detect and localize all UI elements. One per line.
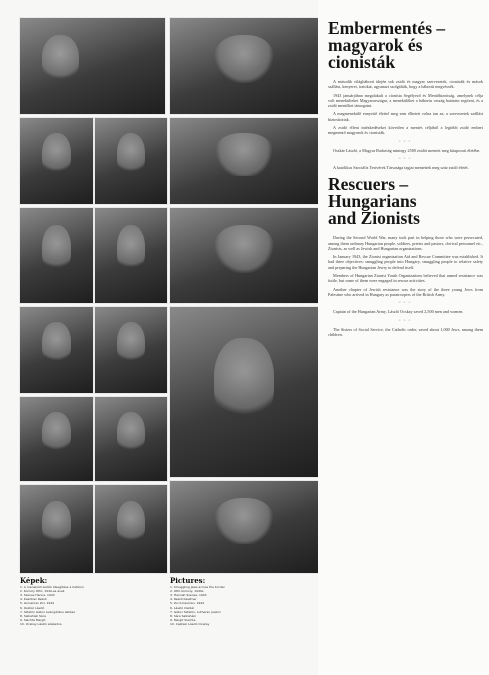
title-hu-line1: Embermentés –	[328, 18, 446, 38]
title-hu-line2: magyarok és cionisták	[328, 35, 423, 72]
photo-portrait-young-man-2	[95, 118, 167, 204]
hu-paragraph: A katolikus Szociális Testvérek Társasága tagjai mentettek meg száz zsidó életét.	[333, 164, 469, 170]
captions-heading-en: Pictures:	[170, 576, 206, 585]
photo-portrait-young-man-1	[20, 118, 93, 204]
title-en-line2: and Zionists	[328, 208, 420, 229]
caption-item: 9. Margit Slachta	[170, 617, 196, 622]
caption-item: 3. Hannah Szenes, 1943	[170, 593, 207, 598]
hu-paragraph: A zsidó elleni intézkedéseket követően a mentés céljából a legtöbb zsidó embert megmentő magyarok és cionisták.	[328, 125, 483, 136]
caption-item: 4. Kasztner Rezső	[20, 597, 47, 602]
photo-portrait-woman-hat	[20, 485, 93, 573]
photo-officers	[170, 481, 318, 573]
photo-portrait-man-uniform	[95, 208, 167, 303]
caption-item: 3. Szenes Hanna, 1943	[20, 593, 55, 598]
captions-hungarian	[20, 576, 170, 626]
photo-portrait-elderly-man	[95, 307, 167, 393]
captions-english	[170, 576, 320, 626]
photo-portrait-man-dark	[95, 485, 167, 573]
photo-portrait-woman	[95, 397, 167, 481]
text-column	[318, 0, 489, 675]
hu-paragraph: A megmenekülő ennyeitő élettel meg sem élhetett volna tan az, a szervezetek szállást biztosítottak.	[328, 111, 483, 122]
photo-man-with-child	[170, 307, 318, 477]
photo-woman-standing	[170, 118, 318, 204]
title-english	[328, 176, 483, 227]
caption-item: 9. Slachta Margit	[20, 617, 46, 622]
hu-paragraph: Oszkár László, a Magyar Radarság mintegy 2500 zsidót mentett meg kitaposott életébe.	[333, 147, 481, 153]
photo-portrait-man-glasses	[20, 307, 93, 393]
picture-captions	[0, 575, 320, 675]
en-paragraph: The Sisters of Social Service, the Catholic order, saved about 1,000 Jews, among them children.	[328, 326, 483, 337]
en-paragraph: Another chapter of Jewish resistance was the story of the three young Jews from Palestine who arrived in Hungary as paratroopers of the British Army.	[328, 286, 483, 297]
en-paragraph: Captain of the Hungarian Army, László Ocskay saved 2,500 men and women.	[333, 309, 464, 315]
en-paragraph: Members of Hungarian Zionist Youth Organizations believed that armed resistance was futile, but some of them were engaged in rescue activities.	[328, 273, 483, 284]
caption-item: 8. Salkaházi Sára	[20, 613, 46, 618]
caption-item: 2. Komoly Ottó, 1940-es évek	[20, 589, 65, 594]
caption-item: 6. Oszkár László	[20, 605, 45, 610]
photo-portrait-man-cap	[20, 208, 93, 303]
caption-item: 4. Rezső Kasztner	[170, 597, 197, 602]
hu-paragraph: 1943 januárjában megalakult a cionista Segélyező és Mentőbizottság, amelynek célja volt menekülteket Magyarországra, a menekülőket a háborús ország határain segíteni, és a zsidó mentőket támogatni.	[328, 92, 483, 109]
caption-item: 5. Grossman Zvi, 1944	[20, 601, 55, 606]
photo-group-men	[170, 18, 318, 114]
en-paragraph: In January 1943, the Zionist organization Aid and Rescue Committee was established. It had three objectives: smuggling people into Hungary, smuggling people to relative safety and preparing the Hungarian Jewry to defend itself.	[328, 254, 483, 270]
title-hungarian	[328, 20, 483, 71]
section-divider: ◦◦◦	[398, 300, 413, 307]
section-divider: ◦◦◦	[398, 138, 413, 145]
en-paragraph: During the Second World War, many took part in helping those who were persecuted, among them ordinary Hungarian people, soldiers, priests and pastors, clerical personnel etc., Zionists, as well as Jewish and Hungarian organizations.	[328, 235, 483, 251]
section-divider: ◦◦◦	[398, 317, 413, 324]
caption-item: 10. Ocskay László százados	[20, 621, 62, 626]
photo-nun	[170, 208, 318, 303]
caption-item: 1. A menekülő zsidók átsegítése a határon	[20, 585, 84, 590]
hu-paragraph: A második világháború idején sok zsidó és magyar szervezetek, cionisták és mások szállást, kenyeret, iratokat, ugyanazt szolgálták, hogy a háborút megvéssék.	[328, 79, 483, 90]
caption-item: 2. Ottó Komoly, 1940s	[170, 589, 204, 594]
captions-heading-hu: Képek:	[20, 576, 48, 585]
caption-item: 5. Zvi Grossman, 1944	[170, 601, 205, 606]
caption-item: 10. Captain László Ocskay	[170, 621, 210, 626]
section-divider: ◦◦◦	[398, 155, 413, 162]
caption-item: 6. László Oszkár	[170, 605, 195, 610]
caption-item: 7. Sztehlo Gábor evangélikus lelkész	[20, 609, 75, 614]
photo-border-crossing	[20, 18, 165, 114]
photo-portrait-man-tie	[20, 397, 93, 481]
caption-item: 7. Gábor Sztehlo, Lutheran pastor	[170, 609, 221, 614]
caption-item: 1. Smuggling Jews across the border	[170, 585, 225, 590]
caption-item: 8. Sára Salkaházi	[170, 613, 196, 618]
title-en-line1: Rescuers – Hungarians	[328, 174, 417, 212]
